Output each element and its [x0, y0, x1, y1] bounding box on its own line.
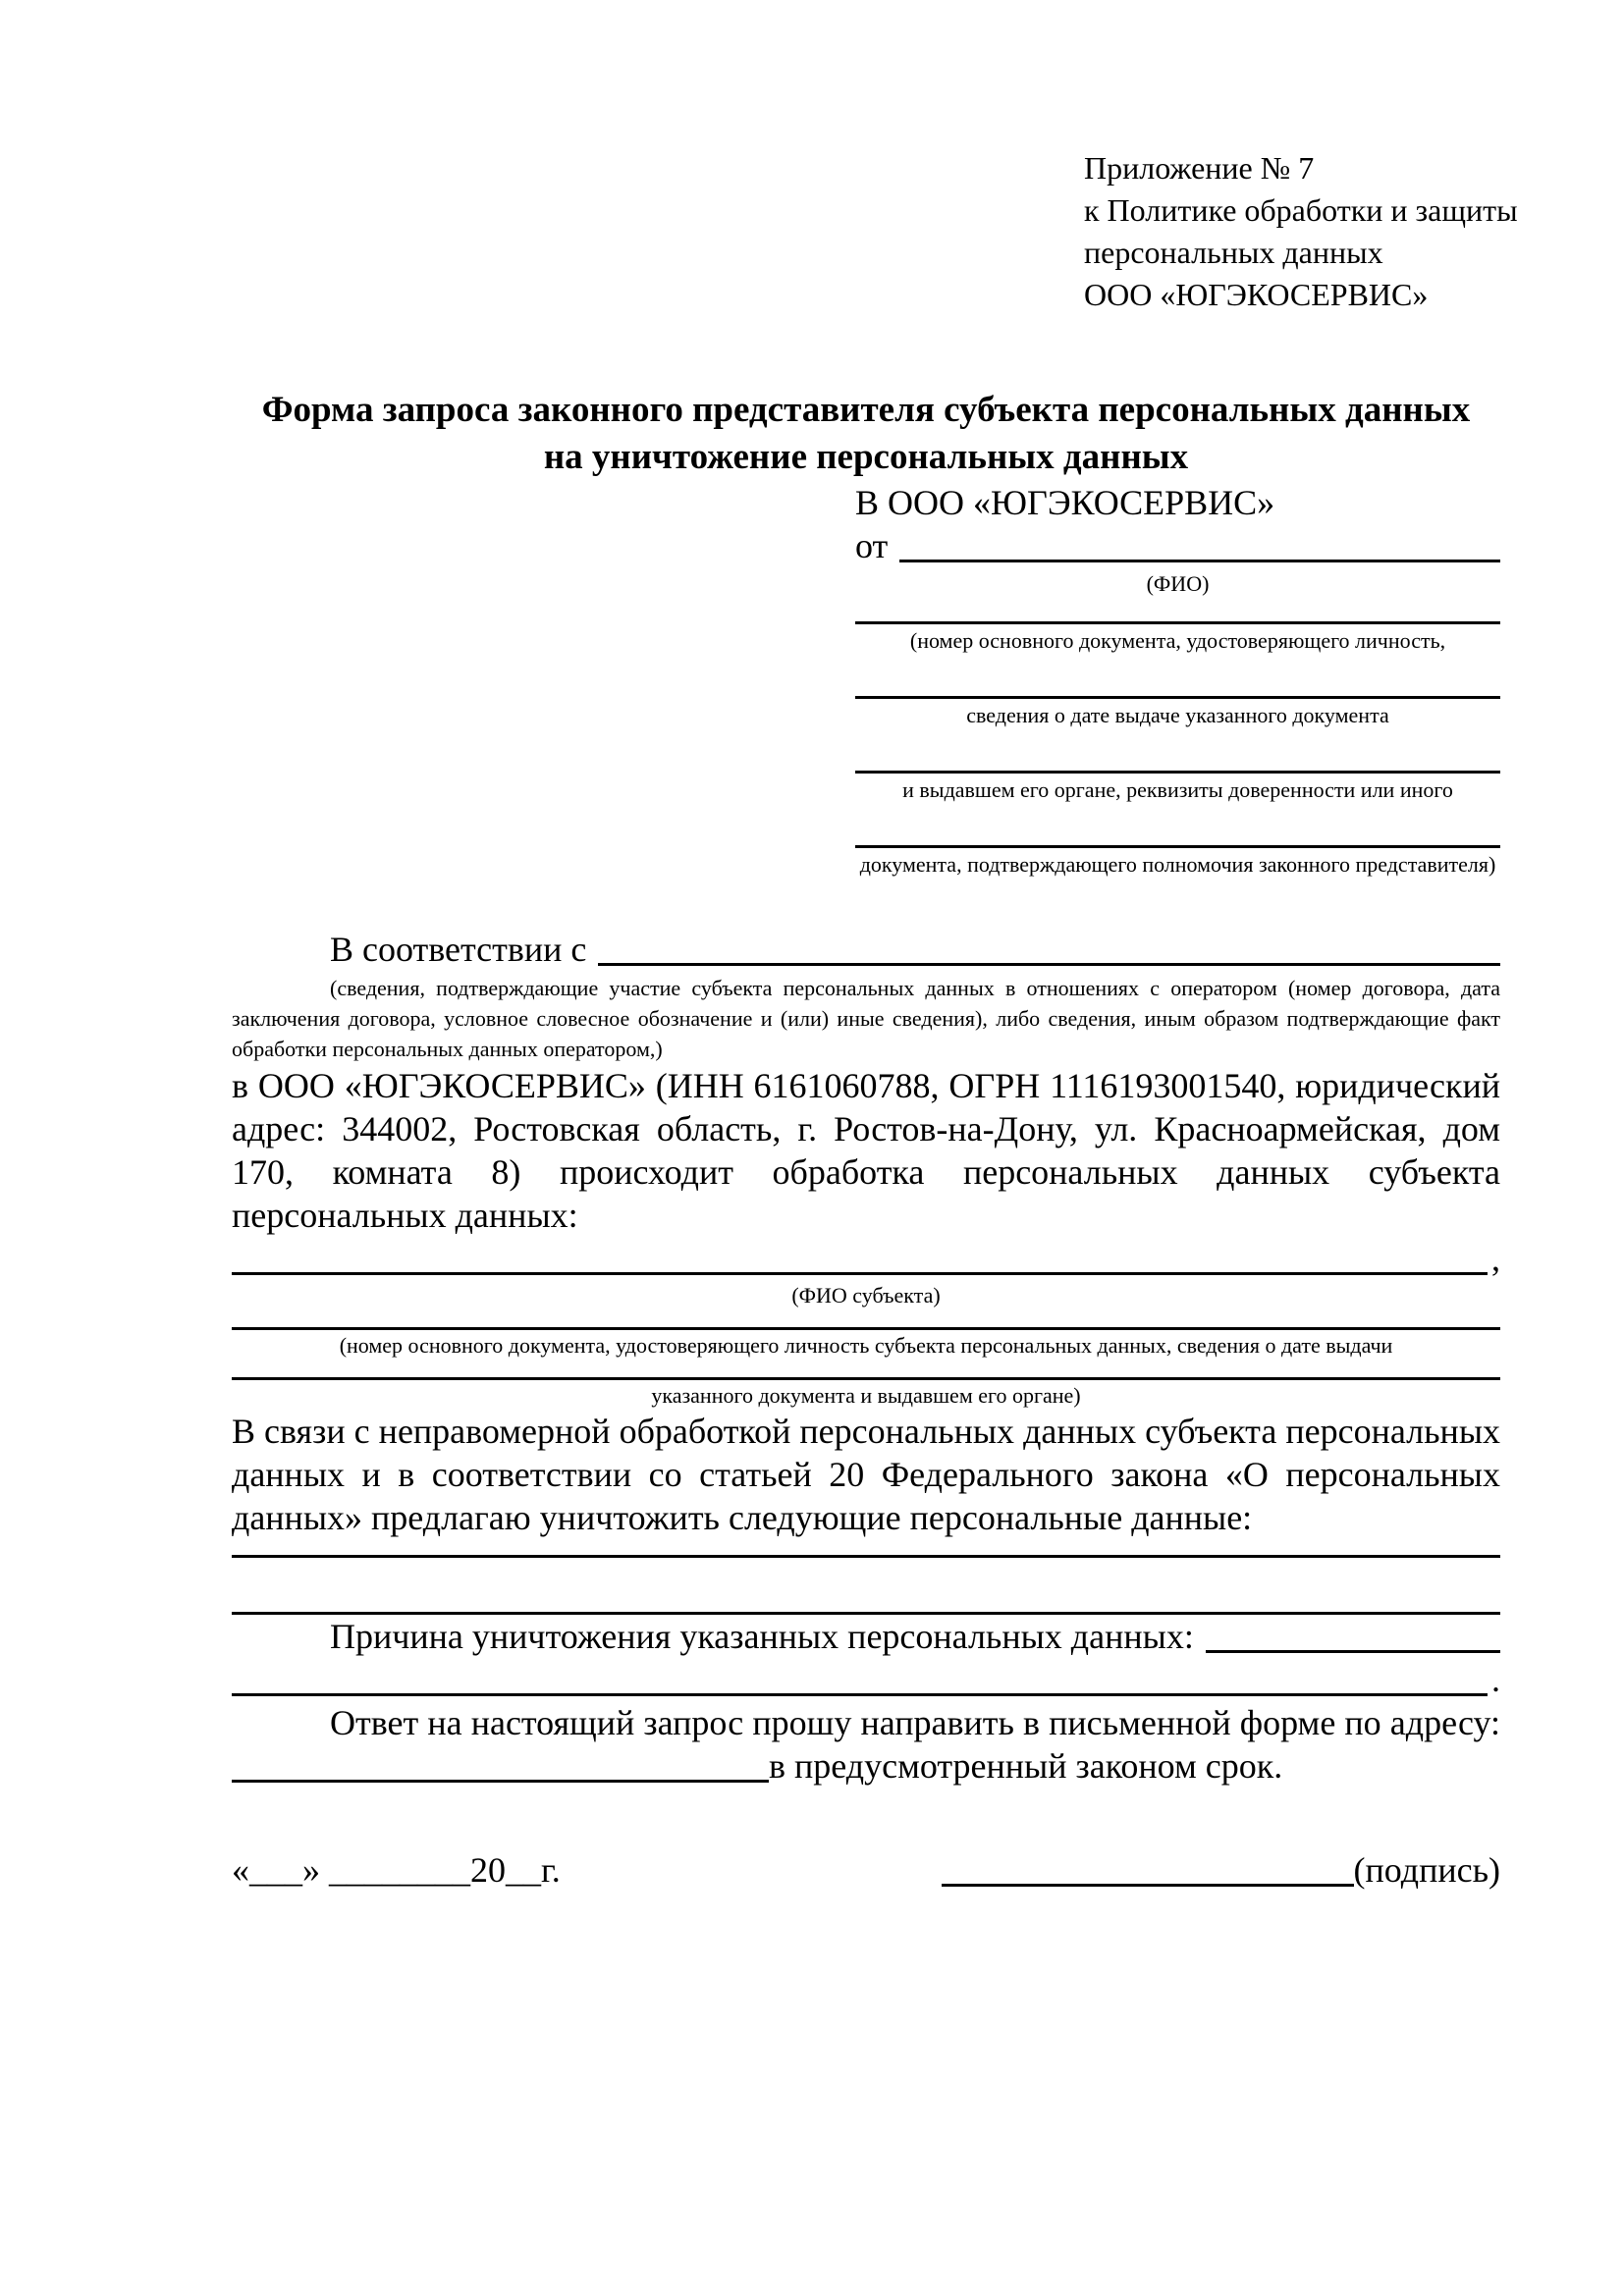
signature-block	[942, 1848, 1500, 1892]
representative-fio-caption: (ФИО)	[1146, 571, 1210, 596]
reason-continuation-row	[232, 1658, 1500, 1701]
appendix-line-3: персональных данных	[1084, 235, 1383, 270]
reason-period: .	[1491, 1660, 1500, 1699]
reason-blank-line-2	[232, 1693, 1488, 1696]
signature-blank-line	[942, 1884, 1354, 1887]
request-paragraph: В связи с неправомерной обработкой персональных данных субъекта персональных данных и в соответствии со статьей 20 Федерального закона «О персональных данных» предлагаю уничтожить следующие персональные данные:	[232, 1412, 1500, 1537]
date-blank-text: «___» ________20__г.	[232, 1850, 561, 1890]
data-blank-line-1	[232, 1555, 1500, 1558]
representative-doc-blank-line-2	[855, 696, 1500, 699]
answer-tail-text: в предусмотренный законом срок.	[769, 1746, 1283, 1786]
representative-doc-caption-2: сведения о дате выдаче указанного документа	[966, 703, 1389, 727]
reason-label: Причина уничтожения указанных персональных данных:	[330, 1617, 1194, 1656]
form-title-line-1: Форма запроса законного представителя субъекта персональных данных	[261, 390, 1471, 430]
from-row	[855, 524, 1500, 567]
accordance-blank-line	[598, 963, 1500, 966]
subject-fio-row	[232, 1237, 1500, 1280]
addressee-to: В ООО «ЮГЭКОСЕРВИС»	[855, 483, 1275, 522]
representative-doc-blank-line-3	[855, 771, 1500, 774]
subject-fio-blank-line	[232, 1272, 1488, 1275]
subject-fio-caption: (ФИО субъекта)	[791, 1283, 941, 1308]
representative-doc-group-2	[855, 696, 1500, 729]
subject-fio-comma: ,	[1491, 1239, 1500, 1278]
answer-tail-row	[232, 1744, 1500, 1788]
operator-paragraph: в ООО «ЮГЭКОСЕРВИС» (ИНН 6161060788, ОГРН 1116193001540, юридический адрес: 344002, Ростовская область, г. Ростов-на-Дону, ул. Красноармейская, дом 170, комната 8) происходит обработка персональных данных субъекта персональных данных:	[232, 1066, 1500, 1235]
subject-doc-caption-1: (номер основного документа, удостоверяющего личность субъекта персональных данных, сведения о дате выдачи	[339, 1333, 1393, 1358]
accordance-caption: (сведения, подтверждающие участие субъекта персональных данных в отношениях с оператором (номер договора, дата заключения договора, условное словесное обозначение и (или) иные сведения), либо сведения, иным образом подтверждающие факт обработки персональных данных оператором,)	[232, 976, 1500, 1061]
accordance-row	[232, 928, 1500, 971]
signature-caption: (подпись)	[1353, 1850, 1500, 1890]
representative-doc-group-4	[855, 845, 1500, 879]
representative-doc-caption-1: (номер основного документа, удостоверяющего личность,	[909, 628, 1446, 653]
representative-doc-group-1	[855, 621, 1500, 655]
subject-doc-blank-line-2	[232, 1377, 1500, 1380]
representative-doc-caption-4: документа, подтверждающего полномочия законного представителя)	[859, 852, 1496, 877]
body-block	[232, 928, 1500, 1892]
representative-fio-blank-line	[899, 560, 1500, 562]
appendix-line-2: к Политике обработки и защиты	[1084, 192, 1518, 228]
reason-blank-line	[1206, 1650, 1500, 1653]
subject-doc-blank-line-1	[232, 1327, 1500, 1330]
appendix-line-1: Приложение № 7	[1084, 150, 1315, 186]
representative-doc-blank-line-4	[855, 845, 1500, 848]
address-blank-line	[232, 1780, 769, 1783]
representative-doc-caption-3: и выдавшем его органе, реквизиты доверенности или иного	[902, 777, 1453, 802]
footer-row	[232, 1848, 1500, 1892]
appendix-block	[1084, 147, 1518, 316]
form-title	[232, 387, 1500, 481]
representative-doc-group-3	[855, 771, 1500, 804]
reason-row	[232, 1615, 1500, 1658]
answer-paragraph: Ответ на настоящий запрос прошу направить в письменной форме по адресу:	[330, 1703, 1500, 1742]
from-label: от	[855, 526, 889, 565]
form-title-line-2: на уничтожение персональных данных	[543, 437, 1189, 477]
accordance-label: В соответствии с	[330, 930, 587, 969]
representative-doc-blank-line-1	[855, 621, 1500, 624]
subject-doc-caption-2: указанного документа и выдавшем его органе)	[651, 1383, 1081, 1408]
appendix-line-4: ООО «ЮГЭКОСЕРВИС»	[1084, 277, 1429, 312]
addressee-block	[855, 481, 1500, 879]
